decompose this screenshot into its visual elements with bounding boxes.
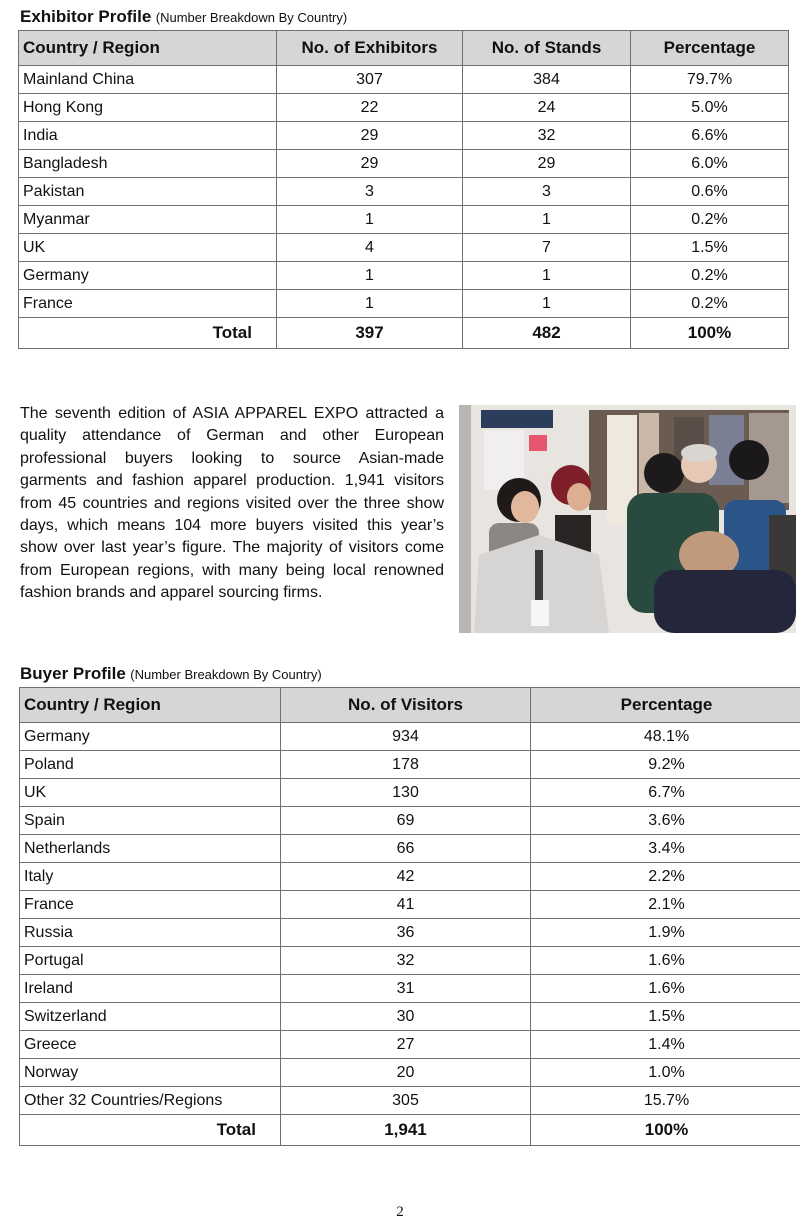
table-row: [19, 206, 789, 234]
cell-visitors: 42: [281, 863, 531, 891]
total-percentage: 100%: [631, 318, 789, 349]
cell-exhibitors: 29: [277, 122, 463, 150]
cell-country: Ireland: [20, 975, 281, 1003]
buyer-profile-subtitle: (Number Breakdown By Country): [130, 667, 322, 682]
cell-percentage: 1.4%: [531, 1031, 800, 1059]
cell-exhibitors: 1: [277, 290, 463, 318]
cell-percentage: 1.6%: [531, 975, 800, 1003]
cell-percentage: 9.2%: [531, 751, 800, 779]
cell-country: UK: [20, 779, 281, 807]
exhibitor-profile-subtitle: (Number Breakdown By Country): [155, 10, 348, 25]
table-row: [19, 178, 789, 206]
cell-percentage: 3.4%: [531, 835, 800, 863]
cell-visitors: 934: [281, 723, 531, 751]
cell-country: Germany: [20, 723, 281, 751]
cell-visitors: 66: [281, 835, 531, 863]
table-row: [20, 975, 800, 1003]
table-row: [19, 150, 789, 178]
cell-country: UK: [19, 234, 277, 262]
table-row: [20, 919, 800, 947]
cell-percentage: 5.0%: [631, 94, 789, 122]
cell-visitors: 69: [281, 807, 531, 835]
cell-country: Myanmar: [19, 206, 277, 234]
table-row: [20, 863, 800, 891]
column-header-percentage: Percentage: [631, 31, 789, 66]
cell-visitors: 41: [281, 891, 531, 919]
cell-country: Germany: [19, 262, 277, 290]
cell-country: Norway: [20, 1059, 281, 1087]
total-percentage: 100%: [531, 1115, 800, 1146]
cell-country: Greece: [20, 1031, 281, 1059]
cell-country: Hong Kong: [19, 94, 277, 122]
cell-stands: 384: [463, 66, 631, 94]
table-row: [20, 807, 800, 835]
cell-percentage: 0.2%: [631, 206, 789, 234]
total-exhibitors: 397: [277, 318, 463, 349]
page-number: 2: [396, 1204, 404, 1220]
cell-exhibitors: 1: [277, 206, 463, 234]
cell-percentage: 1.0%: [531, 1059, 800, 1087]
cell-stands: 1: [463, 290, 631, 318]
cell-exhibitors: 22: [277, 94, 463, 122]
cell-percentage: 0.2%: [631, 290, 789, 318]
cell-country: Italy: [20, 863, 281, 891]
cell-country: Russia: [20, 919, 281, 947]
table-header-row: [19, 31, 789, 66]
cell-percentage: 1.5%: [631, 234, 789, 262]
cell-exhibitors: 3: [277, 178, 463, 206]
cell-visitors: 178: [281, 751, 531, 779]
cell-stands: 1: [463, 206, 631, 234]
total-visitors: 1,941: [281, 1115, 531, 1146]
cell-country: Netherlands: [20, 835, 281, 863]
cell-visitors: 305: [281, 1087, 531, 1115]
table-row: [19, 122, 789, 150]
exhibitor-profile-title: Exhibitor Profile: [20, 7, 152, 26]
exhibition-photo-image: [459, 405, 796, 633]
cell-exhibitors: 29: [277, 150, 463, 178]
cell-visitors: 130: [281, 779, 531, 807]
cell-visitors: 27: [281, 1031, 531, 1059]
cell-country: Bangladesh: [19, 150, 277, 178]
cell-exhibitors: 307: [277, 66, 463, 94]
cell-country: Mainland China: [19, 66, 277, 94]
cell-percentage: 6.6%: [631, 122, 789, 150]
cell-country: France: [19, 290, 277, 318]
table-row: [19, 66, 789, 94]
cell-exhibitors: 4: [277, 234, 463, 262]
cell-percentage: 1.9%: [531, 919, 800, 947]
total-row: [19, 318, 789, 349]
buyer-profile-table: [19, 687, 800, 1146]
column-header-country: Country / Region: [19, 31, 277, 66]
table-row: [20, 835, 800, 863]
column-header-exhibitors: No. of Exhibitors: [277, 31, 463, 66]
cell-stands: 29: [463, 150, 631, 178]
cell-percentage: 0.2%: [631, 262, 789, 290]
cell-stands: 32: [463, 122, 631, 150]
table-row: [19, 290, 789, 318]
table-row: [20, 723, 800, 751]
table-row: [20, 891, 800, 919]
cell-stands: 3: [463, 178, 631, 206]
exhibition-photo: [459, 405, 796, 633]
table-row: [19, 262, 789, 290]
buyer-profile-heading: [20, 664, 322, 684]
cell-exhibitors: 1: [277, 262, 463, 290]
total-row: [20, 1115, 800, 1146]
cell-country: Spain: [20, 807, 281, 835]
cell-stands: 1: [463, 262, 631, 290]
cell-percentage: 48.1%: [531, 723, 800, 751]
cell-visitors: 32: [281, 947, 531, 975]
table-row: [20, 947, 800, 975]
column-header-visitors: No. of Visitors: [281, 688, 531, 723]
cell-stands: 24: [463, 94, 631, 122]
table-row: [20, 1031, 800, 1059]
cell-percentage: 15.7%: [531, 1087, 800, 1115]
cell-country: Portugal: [20, 947, 281, 975]
total-stands: 482: [463, 318, 631, 349]
cell-visitors: 31: [281, 975, 531, 1003]
cell-visitors: 20: [281, 1059, 531, 1087]
table-row: [20, 1003, 800, 1031]
table-header-row: [20, 688, 800, 723]
table-row: [20, 1087, 800, 1115]
cell-percentage: 6.0%: [631, 150, 789, 178]
column-header-percentage: Percentage: [531, 688, 800, 723]
cell-country: France: [20, 891, 281, 919]
cell-percentage: 0.6%: [631, 178, 789, 206]
cell-percentage: 1.6%: [531, 947, 800, 975]
buyer-profile-title: Buyer Profile: [20, 664, 126, 683]
table-row: [20, 779, 800, 807]
cell-percentage: 6.7%: [531, 779, 800, 807]
table-row: [19, 94, 789, 122]
cell-country: Other 32 Countries/Regions: [20, 1087, 281, 1115]
cell-percentage: 79.7%: [631, 66, 789, 94]
table-row: [20, 751, 800, 779]
cell-percentage: 3.6%: [531, 807, 800, 835]
table-row: [19, 234, 789, 262]
cell-country: India: [19, 122, 277, 150]
cell-visitors: 30: [281, 1003, 531, 1031]
cell-stands: 7: [463, 234, 631, 262]
cell-country: Pakistan: [19, 178, 277, 206]
table-row: [20, 1059, 800, 1087]
cell-percentage: 1.5%: [531, 1003, 800, 1031]
total-label: Total: [19, 318, 277, 349]
total-label: Total: [20, 1115, 281, 1146]
exhibitor-profile-heading: [20, 7, 347, 27]
cell-percentage: 2.1%: [531, 891, 800, 919]
intro-paragraph: The seventh edition of ASIA APPAREL EXPO attracted a quality attendance of German and other European professional buyers looking to source Asian-made garments and fashion apparel production. 1,941 visitors from 45 countries and regions visited over the three show days, which means 104 more buyers visited this year’s show over last year’s figure. The majority of visitors come from European regions, with many being local renowned fashion brands and apparel sourcing firms.: [20, 405, 444, 602]
cell-country: Poland: [20, 751, 281, 779]
cell-percentage: 2.2%: [531, 863, 800, 891]
cell-country: Switzerland: [20, 1003, 281, 1031]
column-header-country: Country / Region: [20, 688, 281, 723]
cell-visitors: 36: [281, 919, 531, 947]
exhibitor-profile-table: [18, 30, 789, 349]
column-header-stands: No. of Stands: [463, 31, 631, 66]
